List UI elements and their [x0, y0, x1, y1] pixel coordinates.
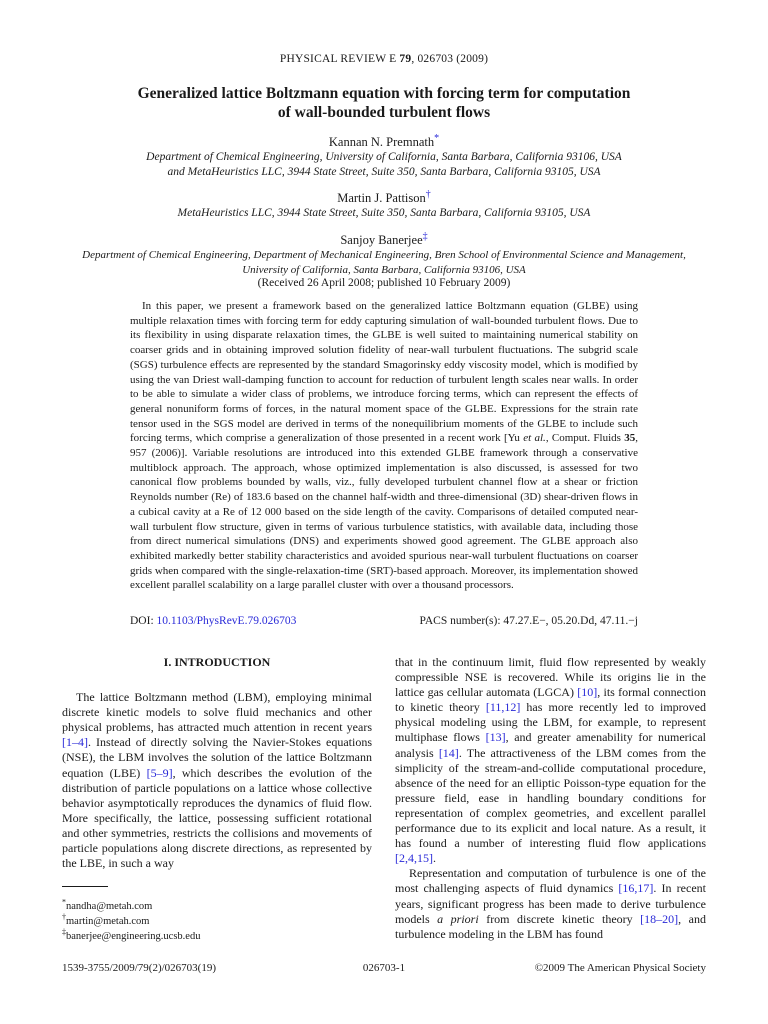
journal-header: PHYSICAL REVIEW E 79, 026703 (2009) — [279, 53, 489, 65]
doi-link[interactable]: 10.1103/PhysRevE.79.026703 — [156, 615, 297, 627]
citation-link[interactable]: [1–4] — [62, 735, 88, 750]
citation-link[interactable]: [10] — [577, 685, 598, 700]
pacs-numbers: PACS number(s): 47.27.E−, 05.20.Dd, 47.11.−j — [419, 615, 638, 627]
footer-page-number: 026703-1 — [362, 962, 406, 974]
footnote-divider — [62, 886, 108, 887]
footer-issn: 1539-3755/2009/79(2)/026703(19) — [62, 962, 216, 974]
citation-link[interactable]: [13] — [485, 730, 506, 745]
intro-paragraph-2: Representation and computation of turbulence is one of the most challenging aspects of fluid dynamics [16,17]. In recent years, significant progress has been made to derive turbulence models a priori from discrete kinetic theory [18–20], and turbulence modeling in the LBM has found — [395, 866, 706, 941]
author-1: Kannan N. Premnath* — [328, 132, 440, 149]
paper-title: Generalized lattice Boltzmann equation with forcing term for computation of wall-bounded turbulent flows — [137, 85, 631, 121]
citation-link[interactable]: [18–20] — [640, 911, 679, 926]
affiliation-3: Department of Chemical Engineering, Department of Mechanical Engineering, Bren School of Environmental Science and Management, University of California, Santa Barbara, California 93106, USA — [82, 249, 686, 276]
author-2: Martin J. Pattison† — [337, 188, 431, 205]
author-3: Sanjoy Banerjee‡ — [340, 230, 428, 247]
footer-copyright: ©2009 The American Physical Society — [534, 962, 706, 974]
citation-link[interactable]: [5–9] — [146, 765, 173, 780]
citation-link[interactable]: [14] — [438, 745, 459, 760]
received-dates: (Received 26 April 2008; published 10 February 2009) — [257, 277, 511, 289]
footnote-3: ‡banerjee@engineering.ucsb.edu — [62, 927, 201, 942]
left-column — [62, 655, 372, 871]
affiliation-2: MetaHeuristics LLC, 3944 State Street, Suite 350, Santa Barbara, California 93105, USA — [177, 207, 591, 219]
doi-label: DOI: — [130, 615, 157, 627]
intro-paragraph-1-continued: that in the continuum limit, fluid flow represented by weakly compressible NSE is recovered. While its origins lie in the lattice gas cellular automata (LGCA) [10], its formal connection to kinetic theory [11,12] has more recently led to improved physical modeling using the LBM, for example, to represent multiphase flows [13], and greater amenability for numerical analysis [14]. The attractiveness of the LBM comes from the simplicity of the stream-and-collide computational procedure, absence of the need for an elliptic Poisson-type equation for the pressure field, ease in handling boundary conditions for representation of complex geometries, and excellent parallel performance due to its explicit and local nature. As a result, it has found a number of interesting fluid flow applications [2,4,15]. — [395, 655, 707, 866]
section-heading: I. INTRODUCTION — [163, 655, 271, 669]
intro-paragraph-1: The lattice Boltzmann method (LBM), employing minimal discrete kinetic models to solve fluid mechanics and other physical problems, has attracted much attention in recent years [1–4]. Instead of directly solving the Navier-Stokes equations (NSE), the LBM involves the solution of the lattice Boltzmann equation (LBE) [5–9], which describes the evolution of the distribution of particle populations on a lattice whose collective behavior asymptotically reproduces the dynamics of fluid flow. More specifically, the lattice, possessing sufficient rotational and other symmetries, restricts the collisions and movements of particle populations along discrete directions, as represented by the LBE, in such a way — [62, 690, 372, 871]
abstract: In this paper, we present a framework based on the generalized lattice Boltzmann equation (GLBE) using multiple relaxation times with forcing term for eddy capturing simulation of wall-bounded turbulent flows. Due to its flexibility in using disparate relaxation times, the GLBE is well suited to maintaining numerical stability on coarser grids and in obtaining improved solution fidelity of near-wall turbulent fluctuations. The subgrid scale (SGS) turbulence effects are represented by the standard Smagorinsky eddy viscosity model, which is modified by using the van Driest wall-damping function to account for reduction of turbulent length scales near walls. In order to be able to simulate a wider class of problems, we introduce forcing terms, which can represent the effects of general nonuniform forms of forces, in the natural moment space of the GLBE. Expressions for the strain rate tensor used in the SGS model are derived in terms of the nonequilibrium moments of the GLBE to include such forcing terms, which comprise a generalization of those presented in a recent work [Yu et al., Comput. Fluids 35, 957 (2006)]. Variable resolutions are introduced into this extended GLBE framework through a conservative multiblock approach. The approach, whose optimized implementation is also discussed, is assessed for two canonical flow problems bounded by walls, viz., fully developed turbulent channel flow at a shear or friction Reynolds number (Re) of 183.6 based on the channel half-width and three-dimensional (3D) shear-driven flows in a cubical cavity at a Re of 12 000 based on the side length of the cavity. Comparisons of detailed computed near-wall turbulent flow structure, given in terms of various turbulence statistics, with available data, including those from direct numerical simulations (DNS) and experiments showed good agreement. The GLBE approach also exhibited markedly better stability characteristics and avoided spurious near-wall turbulent fluctuations on coarser grids when compared with the single-relaxation-time (SRT)-based approach. Moreover, its implementation showed excellent parallel scalability on a large parallel cluster with over a thousand processors. — [130, 300, 638, 592]
footnote-1: *nandha@metah.com — [62, 897, 153, 912]
author-2-footnote-link[interactable]: † — [425, 188, 431, 200]
right-column — [395, 655, 706, 942]
journal-volume: 79 — [399, 53, 412, 65]
citation-link[interactable]: [16,17] — [618, 881, 654, 896]
citation-link[interactable]: [2,4,15] — [395, 851, 433, 866]
author-1-footnote-link[interactable]: * — [434, 132, 440, 144]
footnote-2: †martin@metah.com — [62, 912, 150, 927]
affiliation-1: Department of Chemical Engineering, University of California, Santa Barbara, California 93106, USA and MetaHeuristics LLC, 3944 State Street, Suite 350, Santa Barbara, California 93105, USA — [146, 151, 622, 178]
citation-link[interactable]: [11,12] — [485, 700, 521, 715]
doi-pacs-row — [130, 615, 638, 627]
author-3-footnote-link[interactable]: ‡ — [422, 230, 428, 242]
